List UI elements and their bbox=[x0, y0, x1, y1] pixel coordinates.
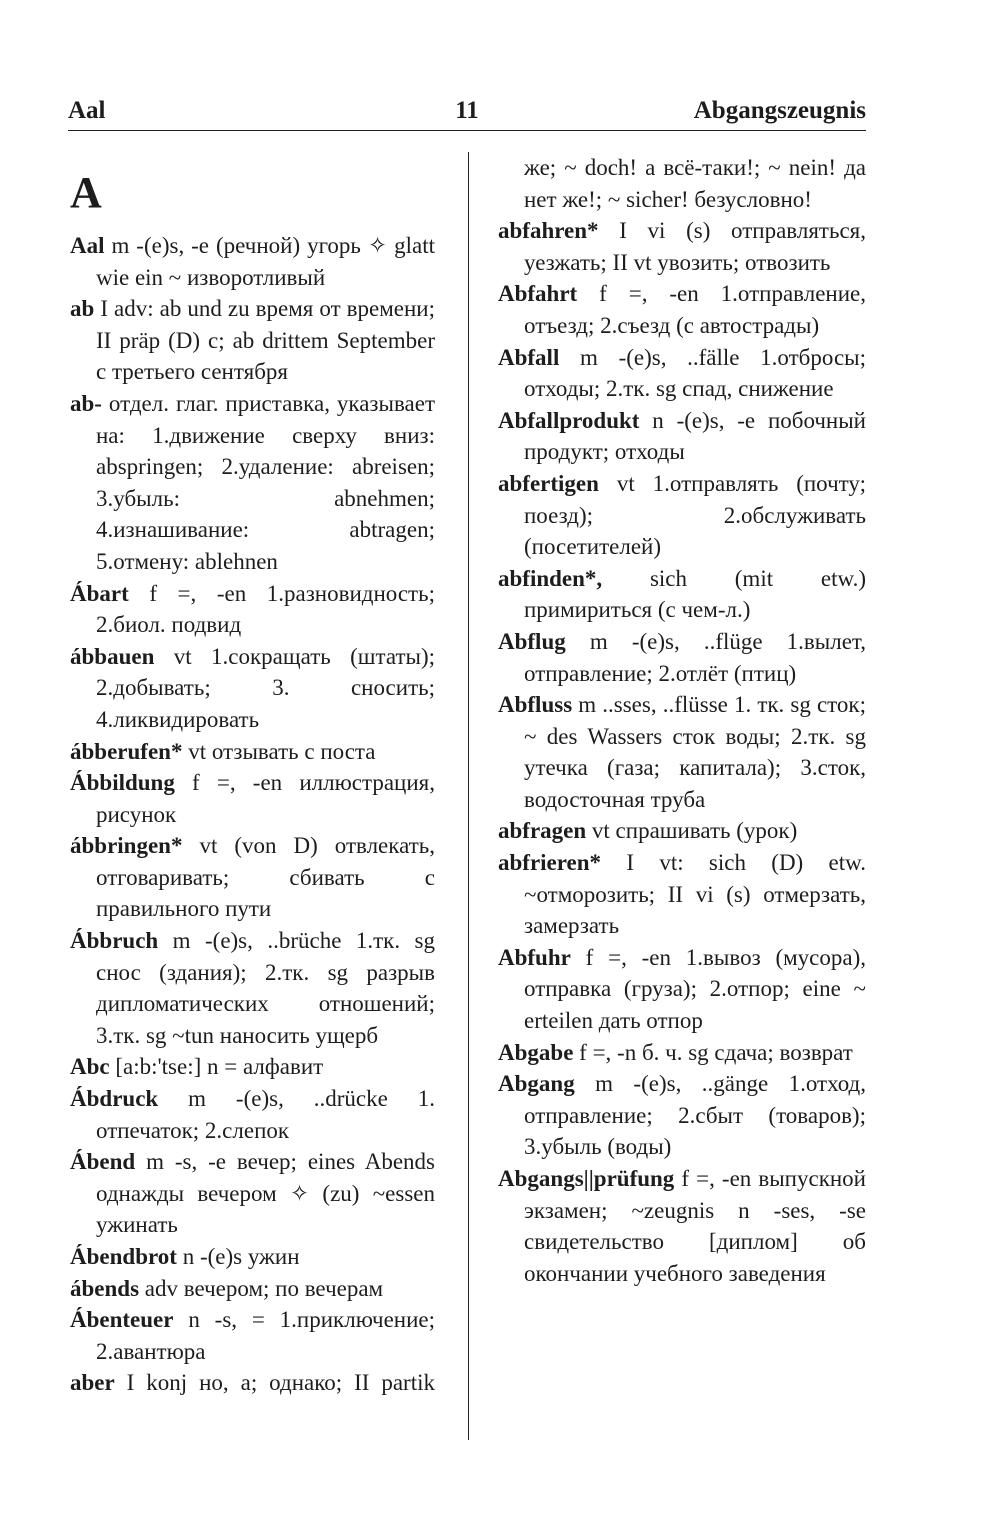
entry: Ábart f =, -en 1.разновидность; 2.биол. подвид bbox=[70, 580, 435, 638]
entry: Abgabe f =, -n б. ч. sg сдача; возврат bbox=[498, 1039, 853, 1065]
entry: ábends adv вечером; по вечерам bbox=[70, 1275, 384, 1301]
entry: Ábenteuer n -s, = 1.приключение; 2.авантюра bbox=[70, 1307, 435, 1364]
entry: abfrieren* I vt: sich (D) etw. ~отморозить; II vi (s) отмерзать, замерзать bbox=[498, 850, 866, 939]
entry: Abfluss m ..sses, ..flüsse 1. тк. sg сток; ~ des Wassers сток воды; 2.тк. sg утечка (газа; капитала); 3.сток, водосточная труба bbox=[498, 692, 866, 812]
entry: Ábdruck m -(e)s, ..drücke 1. отпечаток; 2.слепок bbox=[70, 1086, 435, 1143]
left-column bbox=[70, 168, 435, 1399]
column-divider bbox=[468, 152, 469, 1440]
entry: Ábend m -s, -e вечер; eines Abends однажды вечером ✧ (zu) ~essen ужинать bbox=[70, 1149, 435, 1238]
entry: abfahren* I vi (s) отправляться, уезжать; II vt увозить; отвозить bbox=[498, 218, 866, 275]
entry: ábberufen* vt отзывать с поста bbox=[70, 738, 376, 764]
entry: abfertigen vt 1.отправлять (почту; поезд); 2.обслуживать (посетителей) bbox=[498, 470, 866, 560]
entry: Ábendbrot n -(e)s ужин bbox=[70, 1244, 300, 1269]
entry: ab- отдел. глаг. приставка, указывает на: 1.движение сверху вниз: abspringen; 2.удаление: abreisen; 3.убыль: abnehmen; 4.изнашивание: abtragen; 5.отмену: ablehnen bbox=[70, 390, 435, 574]
entry: Abfuhr f =, -en 1.вывоз (мусора), отправка (груза); 2.отпор; eine ~ erteilen дать отпор bbox=[498, 944, 866, 1034]
entry: Abflug m -(e)s, ..flüge 1.вылет, отправление; 2.отлёт (птиц) bbox=[498, 628, 866, 686]
entry: Abgang m -(e)s, ..gänge 1.отход, отправление; 2.сбыт (товаров); 3.убыль (воды) bbox=[498, 1071, 866, 1160]
entry-continuation: же; ~ doch! а всё-таки!; ~ nein! да нет же!; ~ sicher! безусловно! bbox=[524, 155, 866, 212]
entry: Abgangs||prüfung f =, -en выпускной экзамен; ~zeugnis n -ses, -se свидетельство [диплом] об окончании учебного заведения bbox=[498, 1166, 866, 1286]
page-number: 11 bbox=[455, 97, 479, 124]
entry: ab I adv: ab und zu время от времени; II präp (D) с; ab drittem September с третьего сентября bbox=[70, 296, 435, 385]
entry: Ábbruch m -(e)s, ..brüche 1.тк. sg снос (здания); 2.тк. sg разрыв дипломатических отношений; 3.тк. sg ~tun наносить ущерб bbox=[70, 928, 435, 1048]
right-column bbox=[498, 152, 866, 1289]
entry: Abfallprodukt n -(e)s, -e побочный продукт; отходы bbox=[498, 407, 866, 465]
header-left-guide-word: Aal bbox=[68, 97, 106, 124]
entry: Abfahrt f =, -en 1.отправление, отъезд; 2.съезд (с автострады) bbox=[498, 281, 866, 338]
entry: Ábbildung f =, -en иллюстрация, рисунок bbox=[70, 770, 435, 827]
running-head bbox=[68, 96, 866, 131]
entry: aber I konj но, а; однако; II partik bbox=[70, 1370, 435, 1396]
entry: ábbauen vt 1.сокращать (штаты); 2.добывать; 3. сносить; 4.ликвидировать bbox=[70, 643, 435, 732]
entry: ábbringen* vt (von D) отвлекать, отговаривать; сбивать с правильного пути bbox=[70, 833, 435, 922]
entry: Abfall m -(e)s, ..fälle 1.отбросы; отходы; 2.тк. sg спад, снижение bbox=[498, 344, 866, 402]
entry: abfinden*, sich (mit etw.) примириться (с чем-л.) bbox=[498, 565, 866, 623]
entry: Aal m -(e)s, -e (речной) угорь ✧ glatt wie ein ~ изворотливый bbox=[70, 233, 435, 290]
header-right-guide-word: Abgangszeugnis bbox=[693, 97, 866, 124]
entry: Abc [a:b:'tse:] n = алфавит bbox=[70, 1054, 324, 1080]
section-letter: A bbox=[70, 168, 102, 217]
entry: abfragen vt спрашивать (урок) bbox=[498, 818, 798, 844]
